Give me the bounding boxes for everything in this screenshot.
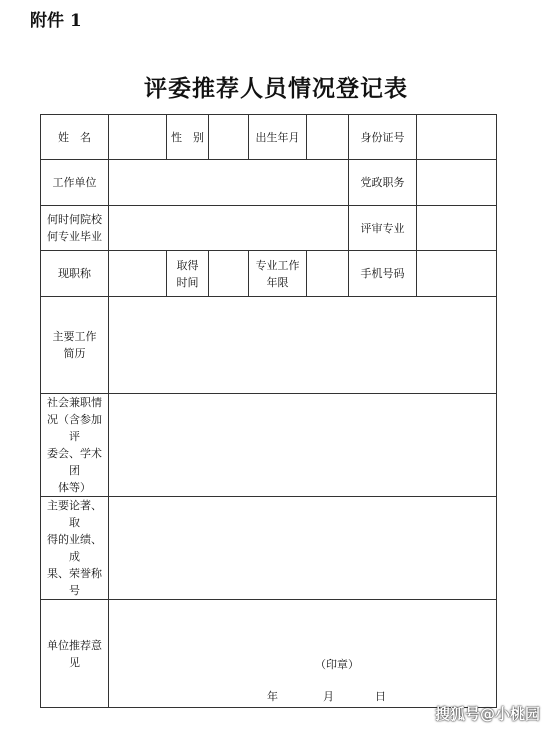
gender-field[interactable] (209, 115, 249, 160)
current-title-label: 现职称 (41, 251, 109, 297)
achievements-label: 主要论著、取 得的业绩、成 果、荣誉称号 (41, 497, 109, 600)
table-row (41, 251, 497, 297)
graduation-field[interactable] (109, 206, 349, 251)
gender-label: 性 别 (167, 115, 209, 160)
current-title-field[interactable] (109, 251, 167, 297)
review-major-label: 评审专业 (349, 206, 417, 251)
workplace-label: 工作单位 (41, 160, 109, 206)
seal-text: （印章） (315, 658, 359, 671)
table-row (41, 394, 497, 497)
obtain-time-label: 取得 时间 (167, 251, 209, 297)
source-watermark: 搜狐号@小桃园 (434, 705, 540, 723)
work-years-label: 专业工作 年限 (249, 251, 307, 297)
id-number-label: 身份证号 (349, 115, 417, 160)
work-years-field[interactable] (307, 251, 349, 297)
workplace-field[interactable] (109, 160, 349, 206)
graduation-label: 何时何院校 何专业毕业 (41, 206, 109, 251)
month-label: 月 (323, 690, 334, 703)
table-row (41, 160, 497, 206)
table-row (41, 497, 497, 600)
birth-date-label: 出生年月 (249, 115, 307, 160)
registration-form-table (40, 114, 497, 708)
table-row (41, 600, 497, 708)
table-row (41, 115, 497, 160)
review-major-field[interactable] (417, 206, 497, 251)
id-number-field[interactable] (417, 115, 497, 160)
unit-recommendation-field[interactable] (109, 600, 497, 708)
achievements-field[interactable] (109, 497, 497, 600)
attachment-label: 附件 1 (30, 11, 82, 31)
table-row (41, 297, 497, 394)
obtain-time-field[interactable] (209, 251, 249, 297)
name-field[interactable] (109, 115, 167, 160)
name-label: 姓 名 (41, 115, 109, 160)
resume-field[interactable] (109, 297, 497, 394)
year-label: 年 (267, 690, 278, 703)
birth-date-field[interactable] (307, 115, 349, 160)
day-label: 日 (375, 690, 386, 703)
form-title: 评委推荐人员情况登记表 (144, 75, 408, 102)
phone-label: 手机号码 (349, 251, 417, 297)
phone-field[interactable] (417, 251, 497, 297)
social-positions-label: 社会兼职情 况（含参加评 委会、学术团 体等） (41, 394, 109, 497)
party-post-field[interactable] (417, 160, 497, 206)
unit-recommendation-label: 单位推荐意 见 (41, 600, 109, 708)
table-row (41, 206, 497, 251)
social-positions-field[interactable] (109, 394, 497, 497)
party-post-label: 党政职务 (349, 160, 417, 206)
resume-label: 主要工作 简历 (41, 297, 109, 394)
